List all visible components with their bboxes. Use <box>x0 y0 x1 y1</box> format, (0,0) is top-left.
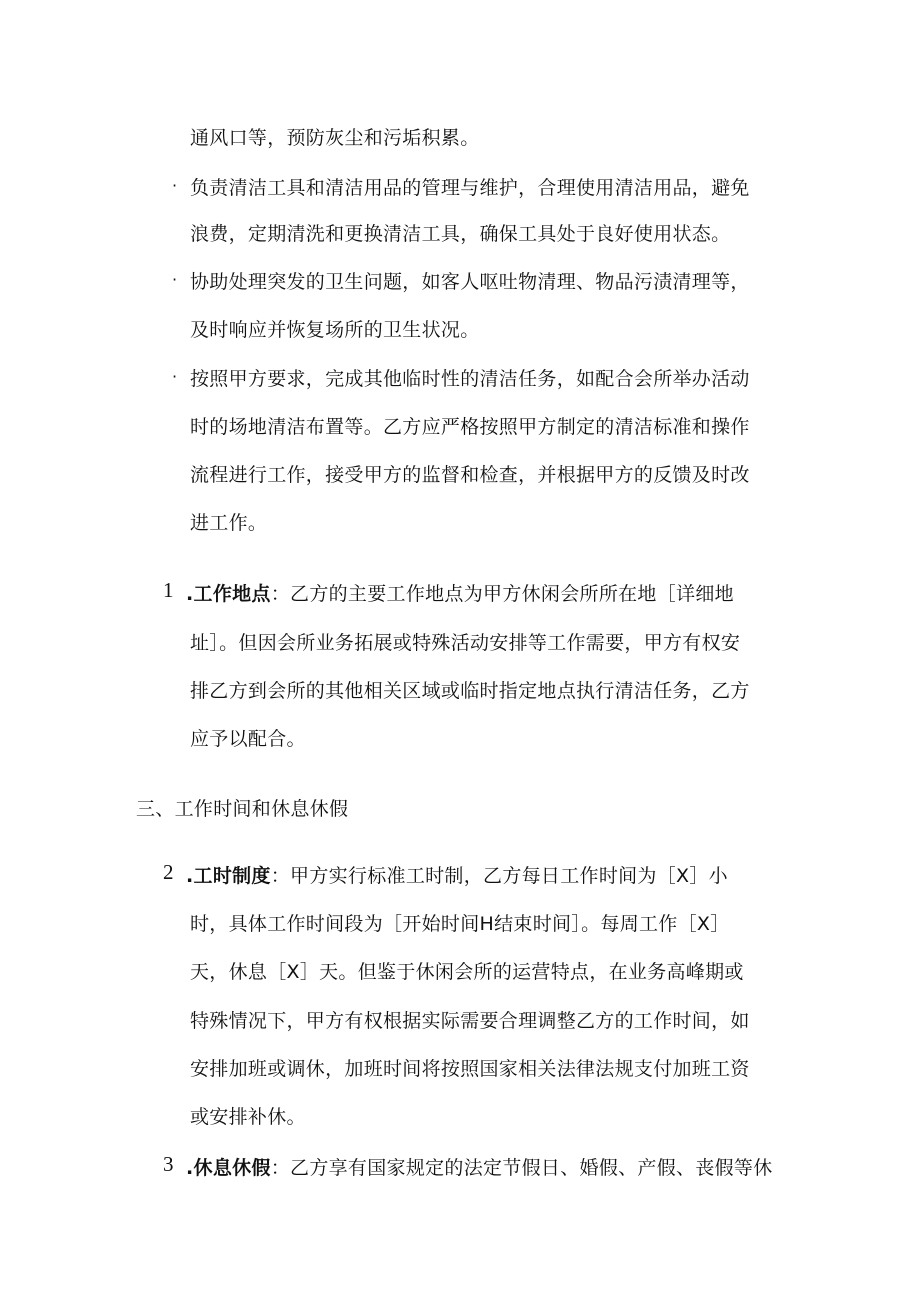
paragraph-line: 时，具体工作时间段为［开始时间H结束时间］。每周工作［X］ <box>190 913 730 935</box>
bullet-marker: · <box>172 367 178 386</box>
item-title: .工作地点 <box>186 583 271 605</box>
item-text: ：甲方实行标准工时制，乙方每日工作时间为［X］小 <box>270 865 728 887</box>
item-first-line <box>186 861 728 888</box>
paragraph-line: 或安排补休。 <box>190 1106 306 1128</box>
bullet-marker: · <box>172 176 178 195</box>
item-text: ：乙方的主要工作地点为甲方休闲会所所在地［详细地 <box>270 583 734 605</box>
paragraph-line: 通风口等，预防灰尘和污垢积累。 <box>190 127 480 149</box>
item-first-line <box>186 579 734 606</box>
paragraph-line: 应予以配合。 <box>190 728 306 750</box>
bullet-marker: · <box>172 270 178 289</box>
paragraph-line: 及时响应并恢复场所的卫生状况。 <box>190 319 480 341</box>
item-title: .工时制度 <box>186 865 271 887</box>
paragraph-line: 天，休息［X］天。但鉴于休闲会所的运营特点，在业务高峰期或 <box>190 961 744 983</box>
paragraph-line: 时的场地清洁布置等。乙方应严格按照甲方制定的清洁标准和操作 <box>190 416 750 438</box>
item-first-line <box>186 1153 773 1180</box>
paragraph-line: 按照甲方要求，完成其他临时性的清洁任务，如配合会所举办活动 <box>190 368 750 390</box>
paragraph-line: 安排加班或调休，加班时间将按照国家相关法律法规支付加班工资 <box>190 1058 750 1080</box>
item-text: ：乙方享有国家规定的法定节假日、婚假、产假、丧假等休 <box>270 1157 773 1179</box>
paragraph-line: 址］。但因会所业务拓展或特殊活动安排等工作需要，甲方有权安 <box>190 632 741 654</box>
paragraph-line: 协助处理突发的卫生问题，如客人呕吐物清理、物品污渍清理等， <box>190 271 750 293</box>
paragraph-line: 进工作。 <box>190 512 268 534</box>
paragraph-line: 浪费，定期清洗和更换清洁工具，确保工具处于良好使用状态。 <box>190 223 731 245</box>
section-heading: 三、工作时间和休息休假 <box>136 798 349 820</box>
paragraph-line: 负责清洁工具和清洁用品的管理与维护，合理使用清洁用品，避免 <box>190 177 750 199</box>
item-number: 1 <box>163 578 174 602</box>
paragraph-line: 排乙方到会所的其他相关区域或临时指定地点执行清洁任务，乙方 <box>190 680 750 702</box>
item-number: 3 <box>163 1152 174 1176</box>
paragraph-line: 流程进行工作，接受甲方的监督和检查，并根据甲方的反馈及时改 <box>190 464 750 486</box>
item-number: 2 <box>163 860 174 884</box>
paragraph-line: 特殊情况下，甲方有权根据实际需要合理调整乙方的工作时间，如 <box>190 1010 750 1032</box>
item-title: .休息休假 <box>186 1157 271 1179</box>
